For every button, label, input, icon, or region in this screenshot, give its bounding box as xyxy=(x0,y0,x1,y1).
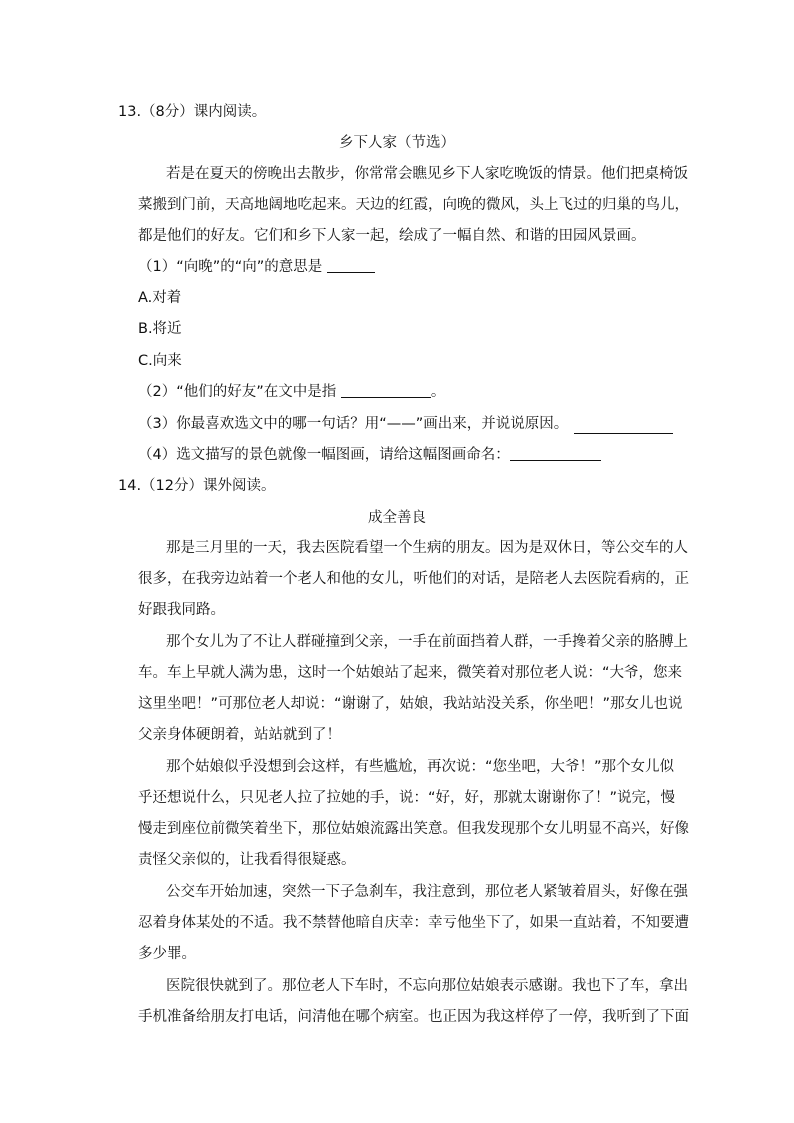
passage-line: 忍着身体某处的不适。我不禁替他暗自庆幸：幸亏他坐下了，如果一直站着，不知要遭 xyxy=(138,915,689,931)
passage-line: 那是三月里的一天，我去医院看望一个生病的朋友。因为是双休日，等公交车的人 xyxy=(166,540,688,556)
passage-line: 医院很快就到了。那位老人下车时，不忘向那位姑娘表示感谢。我也下了车，拿出 xyxy=(166,978,688,994)
passage-line: 乎还想说什么，只见老人拉了拉她的手，说：“好，好，那就太谢谢你了！”说完，慢 xyxy=(138,790,676,806)
sub-question-text: （2）“他们的好友”在文中是指 xyxy=(138,384,337,400)
passage-line: 责怪父亲似的，让我看得很疑惑。 xyxy=(138,852,356,868)
option-b: B.将近 xyxy=(138,321,182,337)
passage-line: 公交车开始加速，突然一下子急刹车，我注意到，那位老人紧皱着眉头，好像在强 xyxy=(166,884,688,900)
passage-title: 乡下人家（节选） xyxy=(339,135,455,151)
passage-line: 那个女儿为了不让人群碰撞到父亲，一手在前面挡着人群，一手搀着父亲的胳膊上 xyxy=(166,634,688,650)
question-13-heading: 13.（8分）课内阅读。 xyxy=(118,104,267,120)
passage-line: 这里坐吧！”可那位老人却说：“谢谢了，姑娘，我站站没关系，你坐吧！”那女儿也说 xyxy=(138,696,683,712)
answer-blank[interactable] xyxy=(574,415,673,434)
sub-question-4 xyxy=(138,440,601,471)
passage-line: 都是他们的好友。它们和乡下人家一起，绘成了一幅自然、和谐的田园风景画。 xyxy=(138,228,646,244)
sub-question-text: （1）“向晚”的“向”的意思是 xyxy=(138,259,323,275)
sub-question-2 xyxy=(138,377,445,408)
passage-title: 成全善良 xyxy=(368,510,426,526)
passage-line: 很多，在我旁边站着一个老人和他的女儿，听他们的对话，是陪老人去医院看病的，正 xyxy=(138,571,689,587)
sub-question-text: （4）选文描写的景色就像一幅图画，请给这幅图画命名： xyxy=(138,447,510,463)
option-a: A.对着 xyxy=(138,290,182,306)
passage-line: 父亲身体硬朗着，站站就到了！ xyxy=(138,727,341,743)
passage-line: 好跟我同路。 xyxy=(138,602,225,618)
option-c: C.向来 xyxy=(138,353,182,369)
passage-line: 菜搬到门前，天高地阔地吃起来。天边的红霞，向晚的微风，头上飞过的归巢的鸟儿， xyxy=(138,197,689,213)
question-14-heading: 14.（12分）课外阅读。 xyxy=(118,478,276,494)
passage-line: 多少罪。 xyxy=(138,946,196,962)
sub-question-3 xyxy=(138,409,678,440)
sub-question-text: （3）你最喜欢选文中的哪一句话？用“——”画出来，并说说原因。 xyxy=(138,416,569,432)
passage-line: 那个姑娘似乎没想到会这样，有些尴尬，再次说：“您坐吧，大爷！”那个女儿似 xyxy=(166,759,675,775)
sub-question-end: 。 xyxy=(430,384,446,400)
passage-line: 手机准备给朋友打电话，问清他在哪个病室。也正因为我这样停了一停，我听到了下面 xyxy=(138,1009,689,1025)
answer-blank[interactable] xyxy=(327,254,375,273)
passage-line: 若是在夏天的傍晚出去散步，你常常会瞧见乡下人家吃晚饭的情景。他们把桌椅饭 xyxy=(166,166,688,182)
passage-line: 慢走到座位前微笑着坐下，那位姑娘流露出笑意。但我发现那个女儿明显不高兴，好像 xyxy=(138,821,689,837)
answer-blank[interactable] xyxy=(510,442,601,461)
sub-question-1 xyxy=(138,252,375,283)
answer-blank[interactable] xyxy=(341,379,431,398)
passage-line: 车。车上早就人满为患，这时一个姑娘站了起来，微笑着对那位老人说：“大爷，您来 xyxy=(138,665,683,681)
